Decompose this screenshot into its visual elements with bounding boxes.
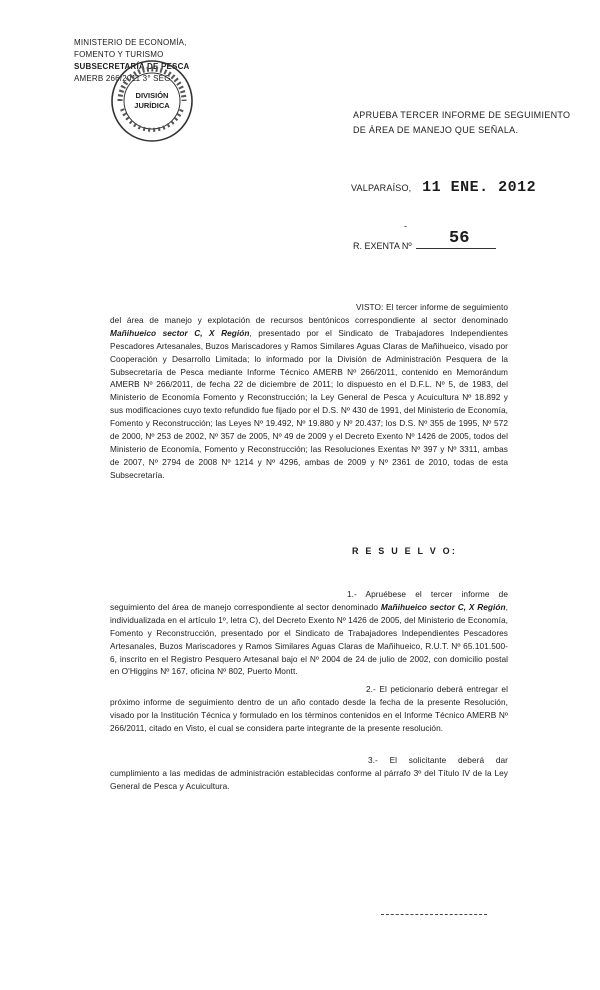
subsecretaria-line: SUBSECRETARÍA DE PESCA (74, 62, 190, 71)
resolution-point-1 (110, 588, 508, 678)
resuelvo-heading: R E S U E L V O: (352, 546, 458, 556)
exenta-line (353, 241, 496, 251)
point-1-text-first: 1.- Apruébese el tercer informe de seguimiento del área de manejo correspondiente al sector denominado (110, 589, 508, 612)
title-line-1: APRUEBA TERCER INFORME DE SEGUIMIENTO (353, 110, 571, 120)
exenta-label: R. EXENTA Nº (353, 241, 412, 251)
resolution-point-3 (110, 754, 508, 793)
ministry-line-1: MINISTERIO DE ECONOMÍA, (74, 38, 187, 47)
svg-text:JURÍDICA: JURÍDICA (134, 101, 170, 110)
point-1-sector-name: Mañihueico sector C, X Región (380, 601, 506, 612)
exenta-mark: - (404, 221, 407, 231)
visto-paragraph (110, 301, 508, 482)
place-date-line (351, 179, 536, 196)
point-1-text-rest: , individualizada en el artículo 1º, letra C), del Decreto Exento Nº 1426 de 2005, del Ministerio de Economía, Fomento y Reconstrucción, presentado por el Sindicato de Trabajadores Independientes Pescadores Artesanales, Buzos Mariscadores y Ramos Similares Aguas Claras de Mañihueico, R.U.T. Nº 65.101.500-6, inscrito en el Registro Pesquero Artesanal bajo el Nº 2004 de 24 de julio de 2002, con domicilio postal en O'Higgins Nº 167, oficina Nº 802, Puerto Montt. (110, 601, 509, 677)
place-label: VALPARAÍSO, (351, 183, 412, 193)
visto-text-first: VISTO: El tercer informe de seguimiento del área de manejo y explotación de recursos bentónicos correspondiente al sector denominado (110, 302, 508, 325)
signature-line (381, 914, 487, 915)
exenta-number: 56 (449, 229, 470, 248)
ministry-line-2: FOMENTO Y TURISMO (74, 50, 164, 59)
juridica-seal-stamp (108, 57, 196, 145)
title-line-2: DE ÁREA DE MANEJO QUE SEÑALA. (353, 125, 519, 135)
exenta-underline (416, 248, 496, 249)
visto-sector-name: Mañihueico sector C, X Región (110, 327, 250, 338)
reference-line: AMERB 266/2011 3° SEG (74, 74, 171, 83)
date-stamp: 11 ENE. 2012 (422, 179, 537, 196)
point-2-text: 2.- El peticionario deberá entregar el próximo informe de seguimiento dentro de un año contado desde la fecha de la presente Resolución, visado por la Institución Técnica y formulado en los términos contenidos en el Informe Técnico AMERB Nº 266/2011, citado en Visto, el cual se considera parte integrante de la presente resolución. (110, 684, 508, 733)
point-3-text: 3.- El solicitante deberá dar cumplimiento a las medidas de administración establecidas conforme al párrafo 3º del Título IV de la Ley General de Pesca y Acuicultura. (110, 755, 508, 791)
svg-text:DIVISIÓN: DIVISIÓN (135, 91, 169, 100)
resolution-point-2 (110, 683, 508, 735)
resolution-title (353, 108, 570, 138)
visto-text-rest: , presentado por el Sindicato de Trabajadores Independientes Pescadores Artesanales, Buzos Mariscadores y Ramos Similares Aguas Claras de Mañihueico, visado por Cooperación y Desarrollo Limitada; lo informado por la División de Administración Pesquera de la Subsecretaría de Pesca mediante Informe Técnico AMERB Nº 266/2011, contenido en Memorándum AMERB Nº 266/2011, de fecha 22 de diciembre de 2011; lo dispuesto en el D.F.L. Nº 5, de 1983, del Ministerio de Economía Fomento y Reconstrucción; la Ley General de Pesca y Acuicultura Nº 18.892 y sus modificaciones cuyo texto refundido fue fijado por el D.S. Nº 430 de 1991, del Ministerio de Economía, Fomento y Reconstrucción; las Leyes Nº 19.492, Nº 19.880 y Nº 20.437; los D.S. Nº 355 de 1995, Nº 572 de 2000, Nº 253 de 2002, Nº 357 de 2005, Nº 49 de 2009 y el Decreto Exento Nº 1426 de 2005, todos del Ministerio de Economía, Fomento y Reconstrucción; las Resoluciones Exentas Nº 397 y Nº 3311, ambas de 2007, Nº 2794 de 2008 Nº 1214 y Nº 4296, ambas de 2009 y Nº 2361 de 2010, todas de esta Subsecretaría. (110, 327, 508, 480)
